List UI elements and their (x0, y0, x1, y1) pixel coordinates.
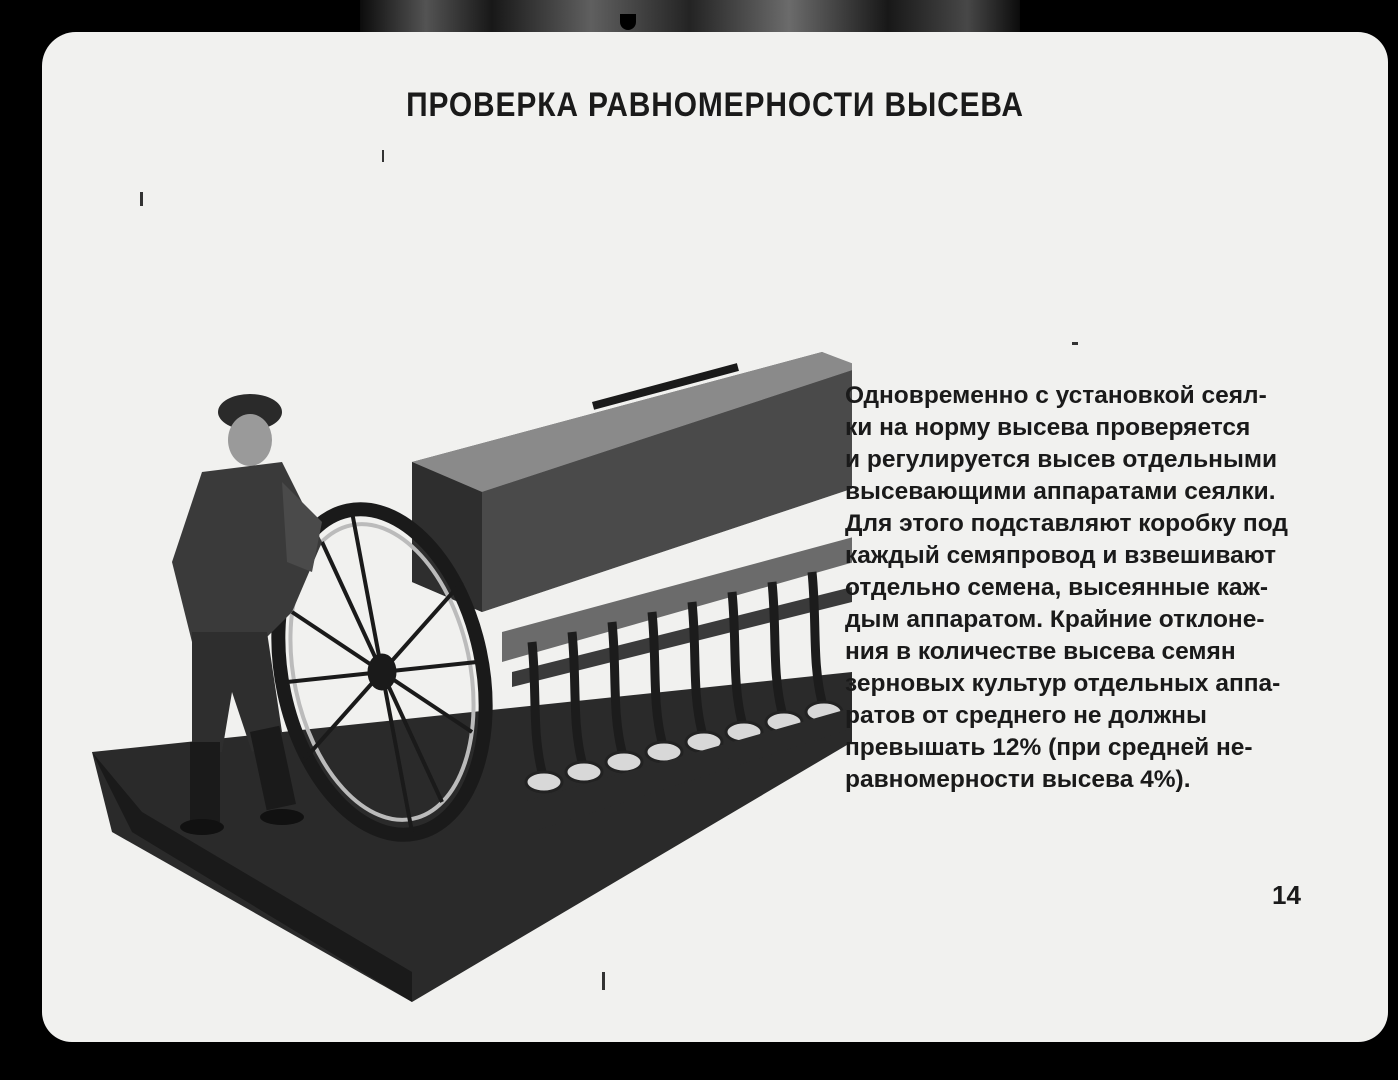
film-speck (140, 192, 143, 206)
film-notch (620, 14, 636, 30)
slide-title: ПРОВЕРКА РАВНОМЕРНОСТИ ВЫСЕВА (406, 86, 1024, 124)
film-speck (1072, 342, 1078, 345)
page-number: 14 (1272, 880, 1301, 910)
film-speck (602, 972, 605, 990)
description-paragraph: Одновременно с установкой сеял- ки на норму высева проверяется и регулируется высев отдельными высевающими аппаратами сеялки. Для этого подставляют коробку под каждый семяпровод и взвешивают отдельно семена, высеянные каж- дым аппаратом. Крайние отклоне- ния в количестве высева семян зерновых культур отдельных аппа- ратов от среднего не должны превышать 12% (при средней не- равномерности высева 4%). (845, 382, 1288, 793)
slide-frame (42, 32, 1388, 1042)
film-speck (382, 150, 384, 162)
film-edge (360, 0, 1020, 34)
seed-drill-illustration (82, 312, 852, 1012)
